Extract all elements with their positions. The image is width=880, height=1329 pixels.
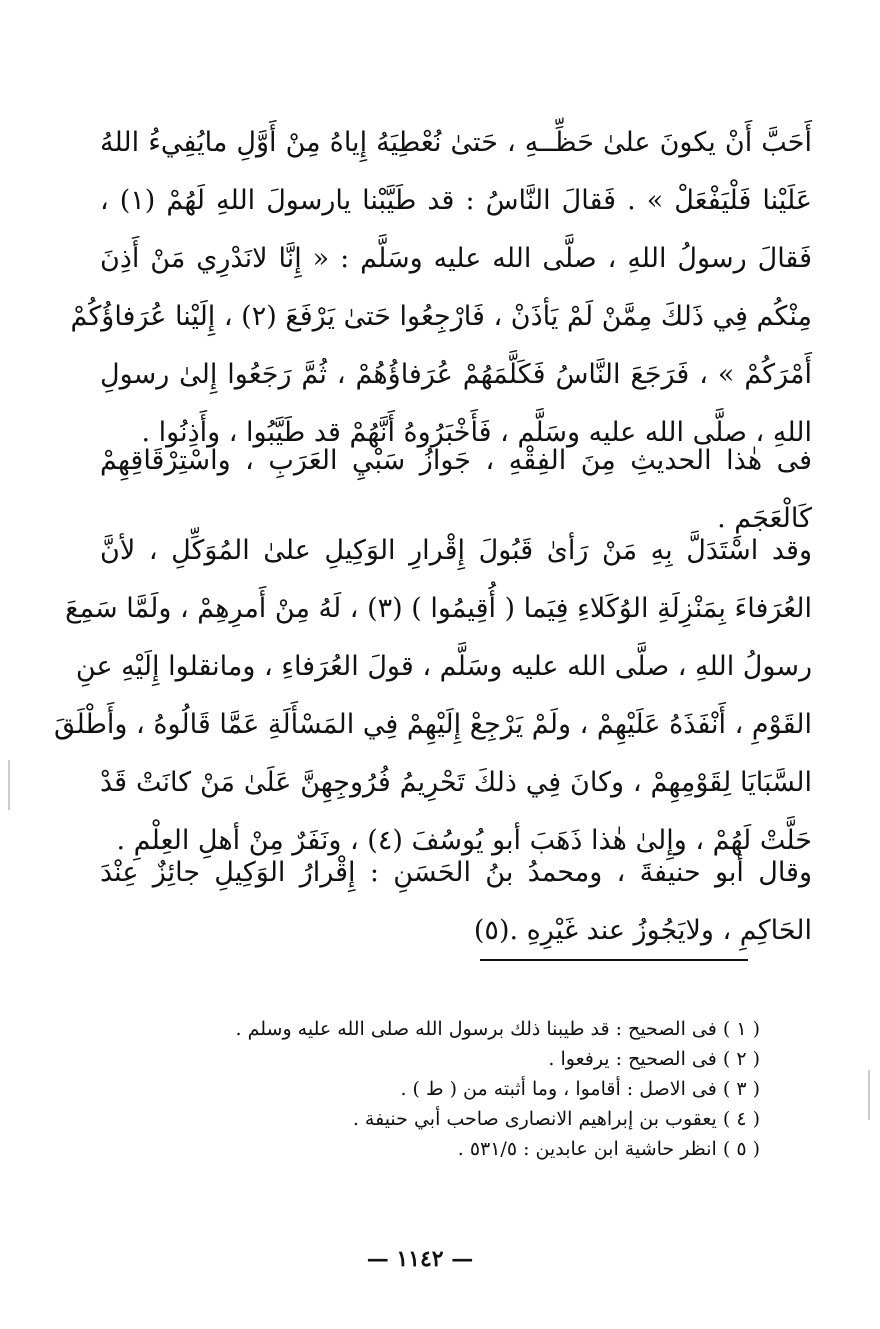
footnotes — [150, 1014, 760, 1164]
scan-margin-mark — [8, 760, 10, 810]
paragraph-1 — [70, 114, 812, 462]
text-line: عَلَيْنا فَلْيَفْعَلْ » . فَقالَ النَّاسُ : قد طَيَّبْنا يارسولَ اللهِ لَهُمْ (١) ، — [100, 185, 812, 216]
page-number: — ١١٤٢ — — [366, 1246, 474, 1272]
text-line: وقد اسْتَدَلَّ بِهِ مَنْ رَأىٰ قَبُولَ إِقْرارِ الوَكِيلِ علىٰ المُوَكِّلِ ، لأنَّ — [100, 535, 812, 566]
text-line: أَحَبَّ أَنْ يكونَ علىٰ حَظِّــهِ ، حَتىٰ نُعْطِيَهُ إِياهُ مِنْ أَوَّلِ مايُفِيءُ اللهُ — [100, 127, 812, 158]
text-line: السَّبَايَا لِقَوْمِهِمْ ، وكانَ فِي ذلكَ تَحْرِيمُ فُرُوجِهِنَّ عَلَىٰ مَنْ كانَتْ قَدْ — [100, 767, 812, 798]
text-line: العُرَفاءَ بِمَنْزِلَةِ الوُكَلاءِ فِيَما ( أُقِيمُوا ) (٣) ، لَهُ مِنْ أَمرِهِمْ ، ولَمَّا سَمِعَ — [65, 593, 812, 624]
text-line: اللهِ ، صلَّى الله عليه وسَلَّم ، فَأَخْبَرُوهُ أَنَّهُمْ قد طَيَّبُوا ، وأَذِنُوا . — [141, 417, 812, 448]
text-line: فى هٰذا الحديثِ مِنَ الفِقْهِ ، جَوازُ سَبْيِ العَرَبِ ، واسْتِرْقَاقِهِمْ — [100, 445, 812, 476]
footnote-3: ( ٣ ) فى الاصل : أقاموا ، وما أثبته من ( ط ) . — [400, 1078, 760, 1100]
footnote-separator — [480, 959, 748, 961]
text-line: وقال أبو حنيفةَ ، ومحمدُ بنُ الحَسَنِ : إِقْرارُ الوَكِيلِ جائِزٌ عِنْدَ — [100, 857, 812, 888]
footnote-5: ( ٥ ) انظر حاشية ابن عابدين : ٥٣١/٥ . — [457, 1138, 760, 1160]
text-line: أَمْرَكُمْ » ، فَرَجَعَ النَّاسُ فَكَلَّمَهُمْ عُرَفاؤُهُمْ ، ثُمَّ رَجَعُوا إِلىٰ رسولِ — [100, 359, 812, 390]
text-line: حَلَّتْ لَهُمْ ، وإِلىٰ هٰذا ذَهَبَ أبو يُوسُفَ (٤) ، ونَفَرٌ مِنْ أهلِ العِلْمِ . — [116, 825, 812, 856]
text-line: القَوْمِ ، أَنْفَذَهُ عَلَيْهِمْ ، ولَمْ يَرْجِعْ إِلَيْهِمْ فِي المَسْأَلَةِ عَمَّا قَالُوهُ ، وأَطْلَقَ — [53, 709, 812, 740]
paragraph-3 — [53, 522, 812, 870]
scan-margin-mark — [868, 1070, 870, 1120]
text-line: فَقالَ رسولُ اللهِ ، صلَّى الله عليه وسَلَّم : « إِنَّا لانَدْرِي مَنْ أَذِنَ — [100, 243, 812, 274]
text-line: الحَاكِمِ ، ولايَجُوزُ عند غَيْرِهِ .(٥) — [473, 915, 812, 946]
text-line: رسولُ اللهِ ، صلَّى الله عليه وسَلَّم ، قولَ العُرَفاءِ ، ومانقلوا إِلَيْهِ عنِ — [75, 651, 812, 682]
footnote-4: ( ٤ ) يعقوب بن إبراهيم الانصارى صاحب أبي حنيفة . — [352, 1108, 760, 1130]
footnote-2: ( ٢ ) فى الصحيح : يرفعوا . — [548, 1048, 760, 1070]
paragraph-4 — [100, 844, 812, 960]
text-line: كَالْعَجَمِ . — [717, 503, 812, 534]
footnote-1: ( ١ ) فى الصحيح : قد طيبنا ذلك برسول الله صلى الله عليه وسلم . — [235, 1018, 760, 1040]
text-line: مِنْكُم فِي ذَلكَ مِمَّنْ لَمْ يَأذَنْ ، فَارْجِعُوا حَتىٰ يَرْفَعَ (٢) ، إِلَيْنا عُرَفاؤُكُمْ — [70, 301, 812, 332]
